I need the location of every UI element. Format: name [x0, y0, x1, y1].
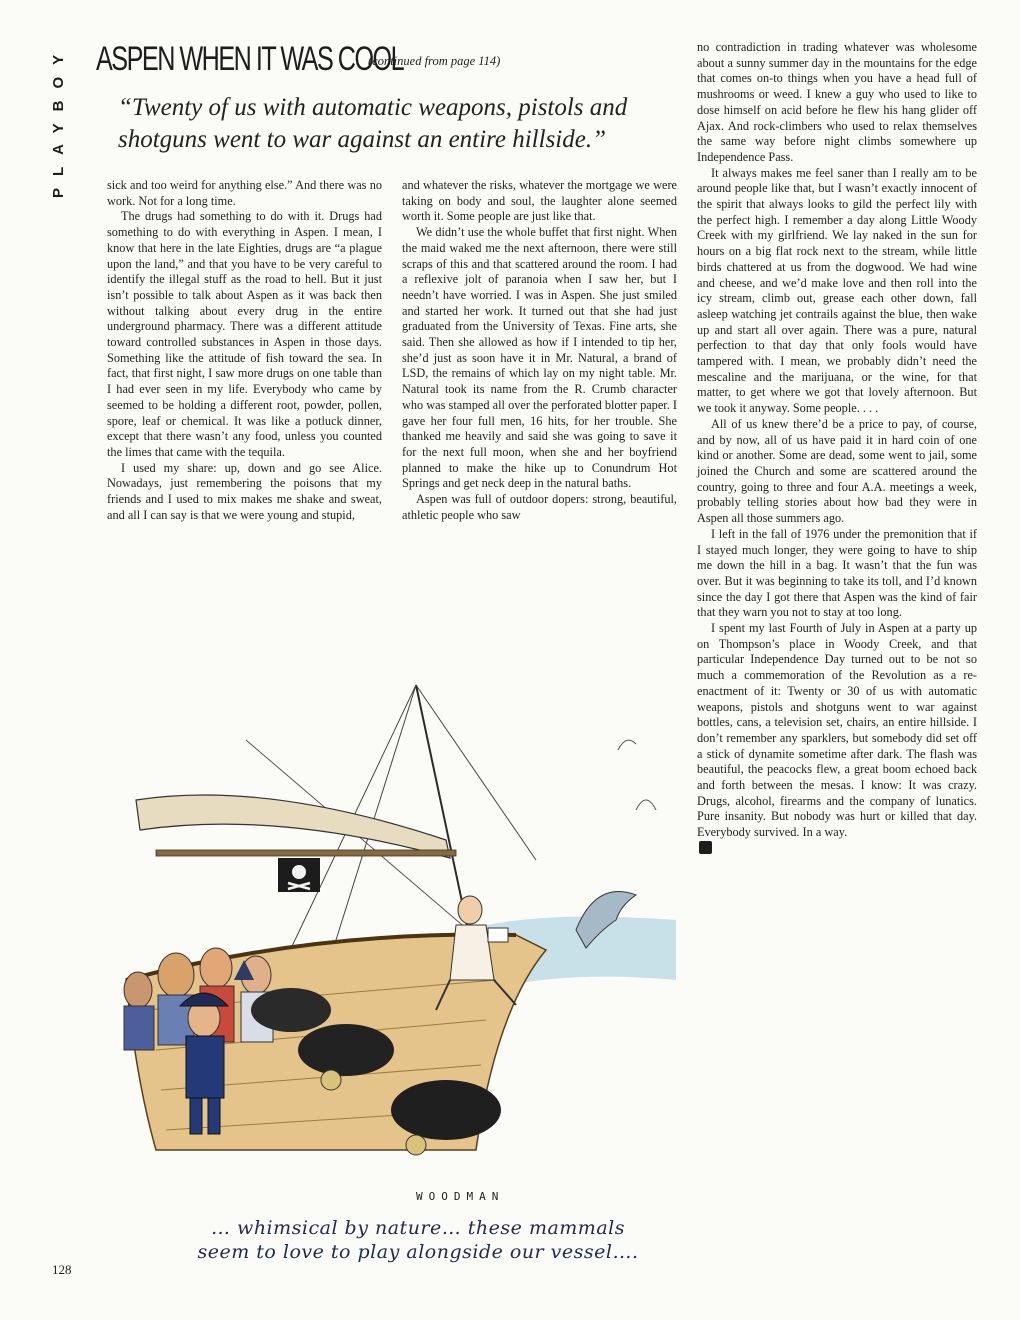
magazine-name: PLAYBOY: [50, 42, 67, 198]
text-column-2: [402, 178, 677, 523]
caption-line: seem to love to play alongside our vessel….: [197, 1241, 639, 1263]
headline: ASPEN WHEN IT WAS COOL: [96, 40, 404, 78]
paragraph: I left in the fall of 1976 under the premonition that if I stayed much longer, they were going to have to ship me down the hill in a bag. It wasn’t that the fun was over. But it was beginning to take its toll, and I’d known since the day I got there that Aspen was the kind of fair that they warn you not to stay at too long.: [697, 526, 977, 620]
paragraph: All of us knew there’d be a price to pay, of course, and by now, all of us have paid it in hard coin of one kind or another. Some are dead, some went to jail, some joined the Church and some are scattered around the country, going to three and four A.A. meetings a week, probably telling stories about how bad they were in Aspen all those summers ago.: [697, 416, 977, 526]
paragraph: sick and too weird for anything else.” And there was no work. Not for a long time.: [107, 178, 382, 208]
paragraph: no contradiction in trading whatever was wholesome about a sunny summer day in the mountains for the edge that comes on-to things when you have a head full of mushrooms or weed. I knew a guy who used to like to dose himself on acid before he flew his hang glider off Ajax. And rock-climbers who used to relax themselves the same way before night climbs somewhere up Independence Pass.: [697, 40, 977, 164]
page-number: 128: [52, 1262, 72, 1277]
continued-note: (continued from page 114): [368, 54, 501, 68]
end-mark-icon: [699, 841, 712, 854]
text-column-3: [697, 40, 977, 857]
paragraph: The drugs had something to do with it. Drugs had something to do with everything in Aspen. I mean, I know that here in the late Eighties, drugs are “a plague upon the land,” and that you have to be very careful to identify the illegal stuff as the road to hell. But it just isn’t possible to talk about Aspen as it was back then without talking about every drug in the entire underground pharmacy. There was a different attitude toward controlled substances in Aspen in those days. Something like the attitude of fish toward the sea. In fact, that first night, I saw more drugs on one table than I had ever seen in my life. Everybody who came by seemed to be holding a different root, powder, pollen, spore, leaf or chemical. It was like a potluck dinner, except that there wasn’t any food, unless you counted the limes that came with the tequila.: [107, 209, 382, 459]
paragraph: It always makes me feel saner than I really am to be around people like that, but I wasn’t exactly innocent of the spirit that always looks to gild the perfect lily with the perfect high. I remember a day along Little Woody Creek with my girlfriend. We lay naked in the sun for hours on a big flat rock next to the stream, while little birds chattered at us from the dogwood. We had wine and cheese, and we’d make love and then roll into the icy stream, climb out, grease each other down, fall asleep watching jet contrails against the blue, then wake up and start all over again. There was a pure, natural perfection to that day that only fools would have tampered with. I mean, we probably didn’t need the mescaline and the marijuana, or the wine, for that matter, to get where we got that lovely afternoon. But we took it anyway. Some people. . . .: [697, 165, 977, 416]
paragraph: I used my share: up, down and go see Alice. Nowadays, just remembering the poisons that my friends and I used to mix makes me shake and sweat, and all I can say is that we were young and stupid,: [107, 460, 382, 522]
cartoon-signature: WOODMAN: [416, 1190, 505, 1203]
cartoon-illustration: [116, 680, 676, 1220]
title-row: [96, 40, 676, 82]
pull-quote: “Twenty of us with automatic weapons, pistols and shotguns went to war against an entire hillside.”: [118, 94, 628, 153]
paragraph: and whatever the risks, whatever the mortgage we were taking on body and soul, the laughter alone seemed worth it. Some people are just like that.: [402, 178, 677, 224]
cartoon-caption: [158, 1216, 678, 1264]
caption-line: … whimsical by nature… these mammals: [211, 1217, 625, 1239]
text-column-1: [107, 178, 382, 523]
paragraph: Aspen was full of outdoor dopers: strong, beautiful, athletic people who saw: [402, 492, 677, 522]
paragraph: I spent my last Fourth of July in Aspen at a party up on Thompson’s place in Woody Creek, and that particular Independence Day turned out to be not so much a commemoration of the Revolution as a re-enactment of it: Twenty or 30 of us with automatic weapons, pistols and shotguns went to war against bottles, cans, a television set, chairs, an entire hillside. I don’t remember any sparklers, but somebody did set off a stick of dynamite sometime after dark. The flash was beautiful, the peacocks flew, a great boom echoed back and forth between the mesas. I know: It was crazy. Drugs, alcohol, firearms and the company of lunatics. Pure insanity. But nobody was hurt or killed that day. Everybody survived. In a way.: [697, 621, 977, 840]
end-mark-row: [697, 841, 977, 857]
paragraph: We didn’t use the whole buffet that first night. When the maid waked me the next afternoon, there were still scraps of this and that scattered around the room. I had a reflexive jolt of paranoia when I saw her, but I needn’t have worried. I was in Aspen. She just smiled and started her work. It turned out that she had just graduated from the University of Texas. Fine arts, she said. Then she allowed as how if I intended to tip her, she’d just as soon have it in Mr. Natural, a brand of LSD, the remains of which lay on my night table. Mr. Natural took its name from the R. Crumb character who was stamped all over the perforated blotter paper. I gave her four full men, 16 hits, for her trouble. She thanked me heavily and said she was going to save it for the next full moon, when she and her boyfriend planned to make the hike up to Conundrum Hot Springs and get neck deep in the natural baths.: [402, 225, 677, 491]
yardarm: [156, 850, 456, 856]
skull-icon: [292, 865, 306, 879]
